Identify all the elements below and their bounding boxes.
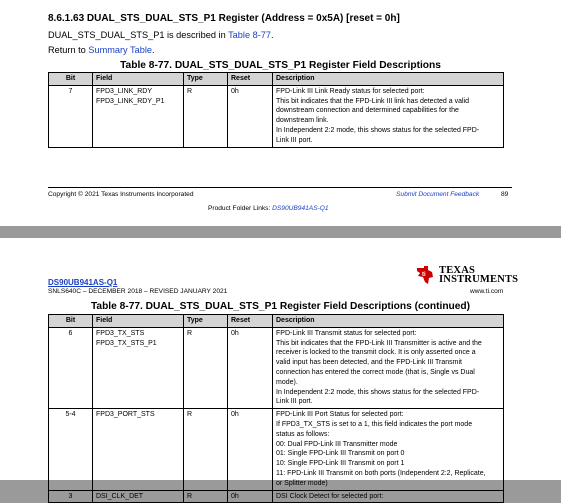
table-header-row [49, 315, 504, 328]
description-line: 10: Single FPD-Link III Transmit on port 1 [276, 460, 405, 468]
svg-text:ti: ti [422, 272, 426, 278]
col-header-reset: Reset [228, 315, 273, 328]
return-prefix: Return to [48, 45, 89, 55]
field-name: FPD3_PORT_STS [96, 411, 155, 419]
description-line: status as follows: [276, 430, 330, 438]
return-suffix: . [152, 45, 155, 55]
cell-field [93, 85, 184, 147]
cell-bit: 5-4 [49, 409, 93, 490]
description-line: mode). [276, 378, 298, 386]
col-header-reset: Reset [228, 73, 273, 86]
cell-reset: 0h [228, 85, 273, 147]
cell-description [273, 327, 504, 408]
field-name: FPD3_TX_STS_P1 [96, 339, 157, 347]
description-line: In Independent 2:2 mode, this shows status for the selected FPD- [276, 126, 480, 134]
cell-reset: 0h [228, 490, 273, 503]
description-line: If FPD3_TX_STS is set to a 1, this field indicates the port mode [276, 420, 473, 428]
description-line: downstream connection and determined capabilities for the [276, 107, 459, 115]
description-line: connection has entered the correct mode (that is, Single vs Dual [276, 368, 475, 376]
cell-field [93, 409, 184, 490]
cell-type: R [184, 85, 228, 147]
return-line [48, 45, 155, 55]
submit-feedback-link[interactable]: Submit Document Feedback [396, 191, 480, 198]
page-number: 89 [501, 191, 509, 198]
register-field-table-continued [48, 314, 504, 503]
summary-table-link[interactable]: Summary Table [88, 45, 152, 55]
described-prefix: DUAL_STS_DUAL_STS_P1 is described in [48, 30, 229, 40]
cell-bit: 7 [49, 85, 93, 147]
ti-logo-text-line1: TEXAS [439, 265, 476, 276]
section-heading: 8.6.1.63 DUAL_STS_DUAL_STS_P1 Register (Address = 0x5A) [reset = 0h] [48, 13, 400, 24]
description-line: DSI Clock Detect for selected port: [276, 492, 384, 500]
footer-rule [48, 187, 512, 188]
cell-type: R [184, 409, 228, 490]
cell-description [273, 85, 504, 147]
ti-website: www.ti.com [470, 288, 504, 295]
table-row [49, 85, 504, 147]
cell-description [273, 490, 504, 503]
product-folder-label: Product Folder Links: [208, 205, 273, 212]
col-header-description: Description [273, 315, 504, 328]
col-header-field: Field [93, 73, 184, 86]
document-page-89 [0, 0, 561, 226]
description-line: FPD-Link III Port Status for selected port: [276, 411, 404, 419]
table-8-77-link[interactable]: Table 8-77 [228, 30, 271, 40]
product-folder-line [208, 205, 329, 212]
document-id-link[interactable]: DS90UB941AS-Q1 [48, 278, 118, 287]
field-name: FPD3_LINK_RDY_P1 [96, 97, 165, 105]
cell-description [273, 409, 504, 490]
document-page-90 [0, 238, 561, 500]
described-suffix: . [271, 30, 274, 40]
document-revision: SNLS640C – DECEMBER 2018 – REVISED JANUARY 2021 [48, 288, 228, 295]
cell-bit: 6 [49, 327, 93, 408]
description-line: Link III port. [276, 136, 313, 144]
field-name: FPD3_TX_STS [96, 329, 145, 337]
cell-field [93, 490, 184, 503]
col-header-description: Description [273, 73, 504, 86]
description-line: In Independent 2:2 mode, this shows status for the selected FPD- [276, 388, 480, 396]
described-in-line [48, 30, 274, 40]
table-header-row [49, 73, 504, 86]
description-line: or Splitter mode) [276, 479, 328, 487]
ti-state-icon [415, 265, 435, 285]
description-line: valid input has been detected, and the FPD-Link III Transmit [276, 359, 462, 367]
table-caption: Table 8-77. DUAL_STS_DUAL_STS_P1 Register Field Descriptions [120, 60, 441, 71]
description-line: This bit indicates that the FPD-Link III Transmitter is active and the [276, 339, 482, 347]
col-header-bit: Bit [49, 315, 93, 328]
table-caption: Table 8-77. DUAL_STS_DUAL_STS_P1 Register Field Descriptions (continued) [90, 301, 471, 312]
table-row [49, 490, 504, 503]
cell-reset: 0h [228, 327, 273, 408]
col-header-type: Type [184, 315, 228, 328]
footer-copyright: Copyright © 2021 Texas Instruments Incorporated [48, 191, 194, 198]
cell-type: R [184, 327, 228, 408]
description-line: 11: FPD-Link III Transmit on both ports (Independent 2:2, Replicate, [276, 469, 486, 477]
cell-bit: 3 [49, 490, 93, 503]
register-field-table [48, 72, 504, 148]
description-line: downstream link. [276, 117, 329, 125]
cell-type: R [184, 490, 228, 503]
description-line: 00: Dual FPD-Link III Transmitter mode [276, 440, 398, 448]
product-folder-link[interactable]: DS90UB941AS-Q1 [272, 205, 329, 212]
description-line: 01: Single FPD-Link III Transmit on port 0 [276, 450, 405, 458]
table-row [49, 409, 504, 490]
description-line: Link III port. [276, 398, 313, 406]
cell-field [93, 327, 184, 408]
col-header-bit: Bit [49, 73, 93, 86]
description-line: FPD-Link III Link Ready status for selected port: [276, 87, 425, 95]
description-line: FPD-Link III Transmit status for selected port: [276, 329, 417, 337]
field-name: FPD3_LINK_RDY [96, 87, 153, 95]
col-header-type: Type [184, 73, 228, 86]
field-name: DSI_CLK_DET [96, 492, 144, 500]
cell-reset: 0h [228, 409, 273, 490]
col-header-field: Field [93, 315, 184, 328]
description-line: receiver is locked to the transmit clock. It is only asserted once a [276, 349, 476, 357]
description-line: This bit indicates that the FPD-Link III link has detected a valid [276, 97, 469, 105]
ti-logo-text-line2: INSTRUMENTS [439, 274, 519, 285]
table-row [49, 327, 504, 408]
